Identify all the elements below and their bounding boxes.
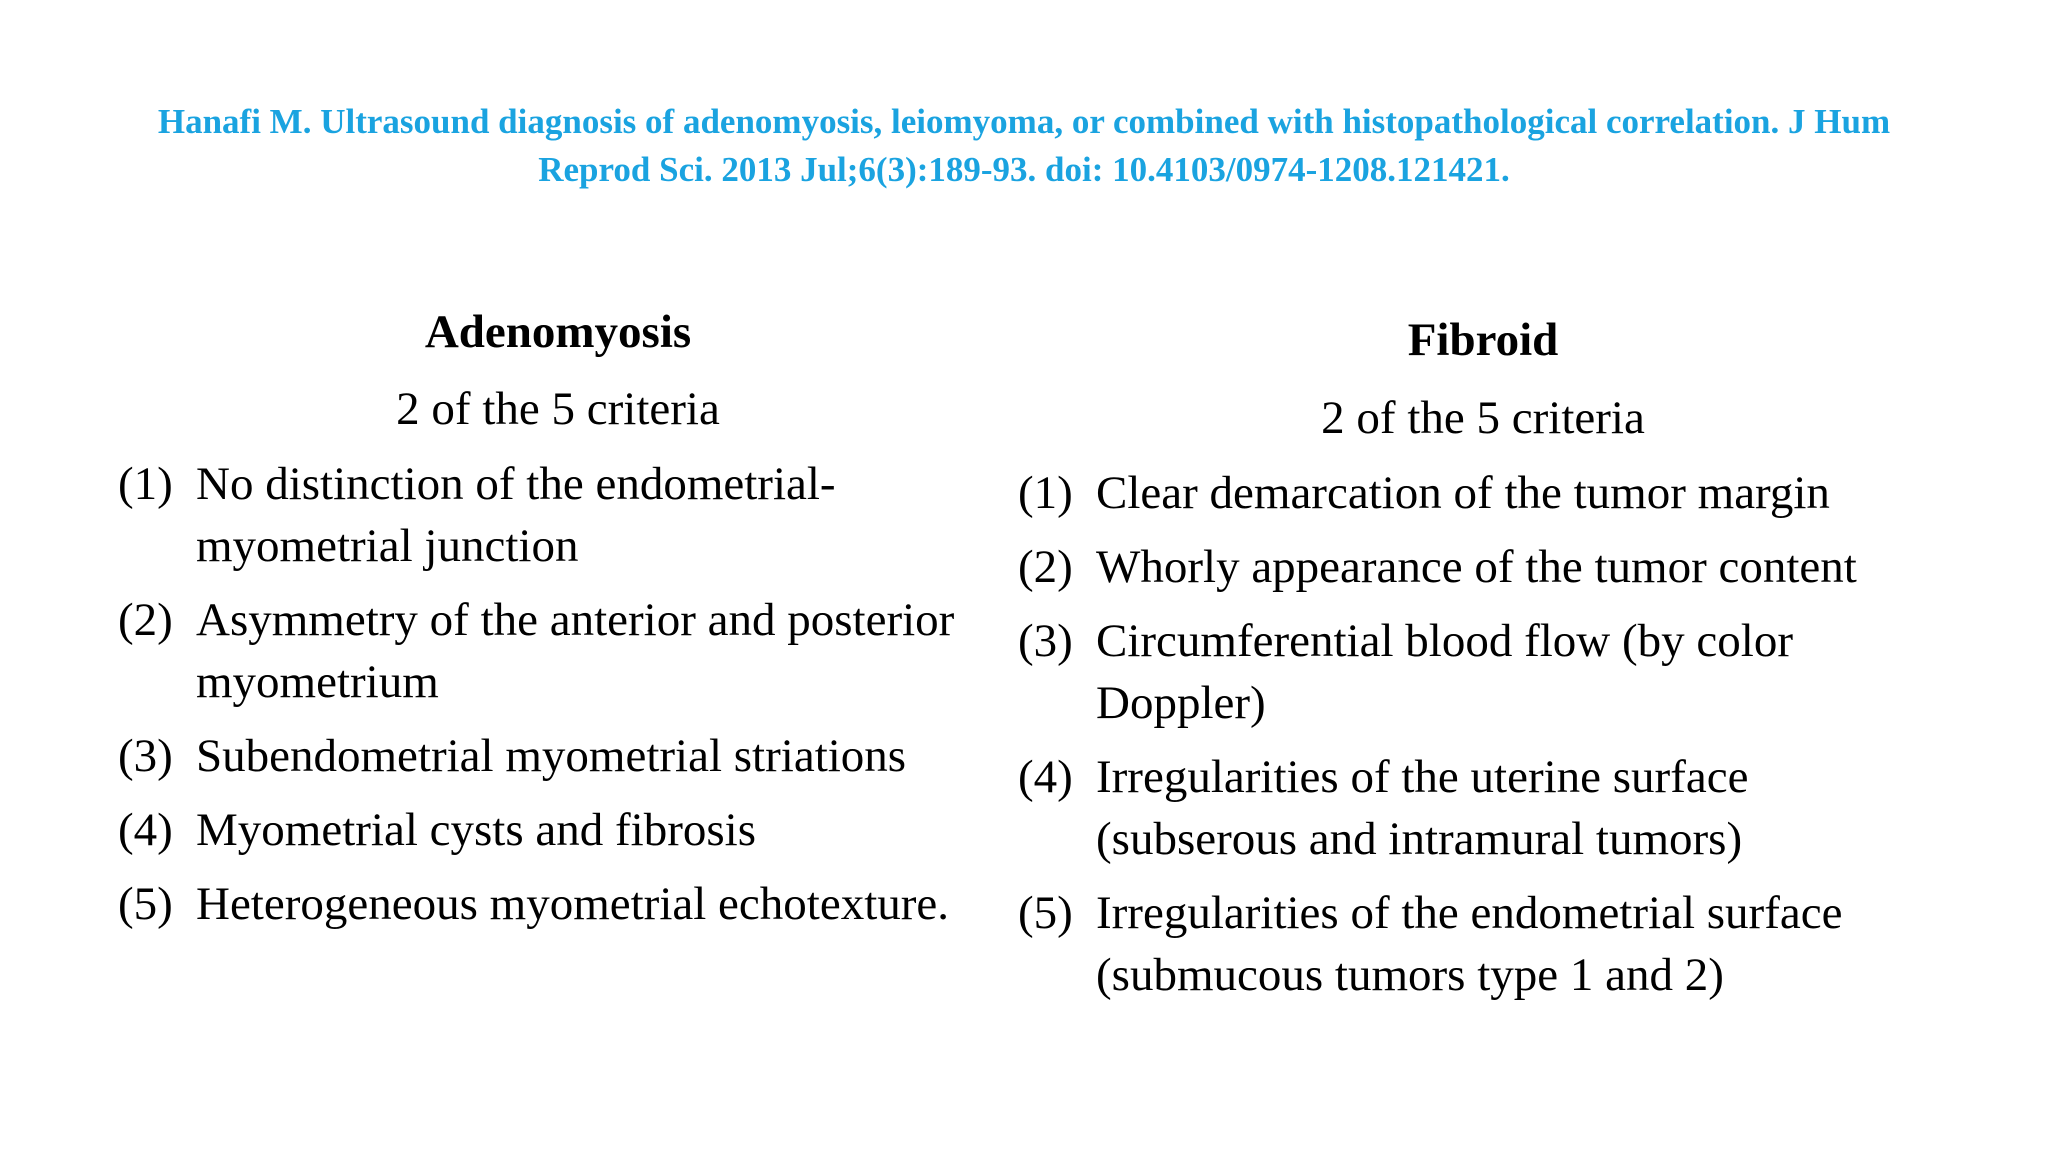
adenomyosis-criterion-2 bbox=[118, 589, 998, 713]
adenomyosis-criteria-list bbox=[118, 453, 998, 947]
criterion-number: (3) bbox=[1018, 615, 1073, 667]
criterion-number: (1) bbox=[1018, 467, 1073, 519]
fibroid-criteria-list bbox=[1018, 462, 1948, 1018]
adenomyosis-title: Adenomyosis bbox=[424, 306, 692, 358]
adenomyosis-criterion-1 bbox=[118, 453, 998, 577]
fibroid-criterion-2 bbox=[1018, 536, 1948, 598]
criterion-number: (4) bbox=[118, 804, 173, 856]
fibroid-title: Fibroid bbox=[1407, 314, 1559, 366]
criterion-text: Whorly appearance of the tumor content bbox=[1096, 541, 1857, 593]
fibroid-subtitle: 2 of the 5 criteria bbox=[1321, 392, 1645, 444]
criterion-text: Myometrial cysts and fibrosis bbox=[196, 804, 757, 856]
criterion-text: Irregularities of the endometrial surface (submucous tumors type 1 and 2) bbox=[1096, 887, 1843, 1001]
fibroid-criterion-3 bbox=[1018, 610, 1948, 734]
criterion-number: (2) bbox=[1018, 541, 1073, 593]
citation-reference: Hanafi M. Ultrasound diagnosis of adenomyosis, leiomyoma, or combined with histopathological correlation. J Hum Reprod Sci. 2013 Jul;6(3):189-93. doi: 10.4103/0974-1208.121421. bbox=[157, 102, 1891, 189]
adenomyosis-criterion-3 bbox=[118, 725, 998, 787]
criterion-text: Asymmetry of the anterior and posterior myometrium bbox=[196, 594, 955, 708]
adenomyosis-criterion-4 bbox=[118, 799, 998, 861]
criterion-number: (1) bbox=[118, 458, 173, 510]
criterion-text: Subendometrial myometrial striations bbox=[196, 730, 907, 782]
adenomyosis-subtitle: 2 of the 5 criteria bbox=[396, 383, 720, 435]
criterion-text: No distinction of the endometrial-myometrial junction bbox=[196, 458, 836, 572]
criterion-number: (5) bbox=[118, 878, 173, 930]
adenomyosis-criterion-5 bbox=[118, 873, 998, 935]
fibroid-criterion-4 bbox=[1018, 746, 1948, 870]
criterion-number: (3) bbox=[118, 730, 173, 782]
criterion-text: Heterogeneous myometrial echotexture. bbox=[196, 878, 950, 930]
criterion-number: (4) bbox=[1018, 751, 1073, 803]
criterion-number: (5) bbox=[1018, 887, 1073, 939]
fibroid-criterion-5 bbox=[1018, 882, 1948, 1006]
criterion-text: Irregularities of the uterine surface (subserous and intramural tumors) bbox=[1096, 751, 1749, 865]
criterion-text: Clear demarcation of the tumor margin bbox=[1096, 467, 1830, 519]
criterion-text: Circumferential blood flow (by color Doppler) bbox=[1096, 615, 1793, 729]
fibroid-criterion-1 bbox=[1018, 462, 1948, 524]
criterion-number: (2) bbox=[118, 594, 173, 646]
